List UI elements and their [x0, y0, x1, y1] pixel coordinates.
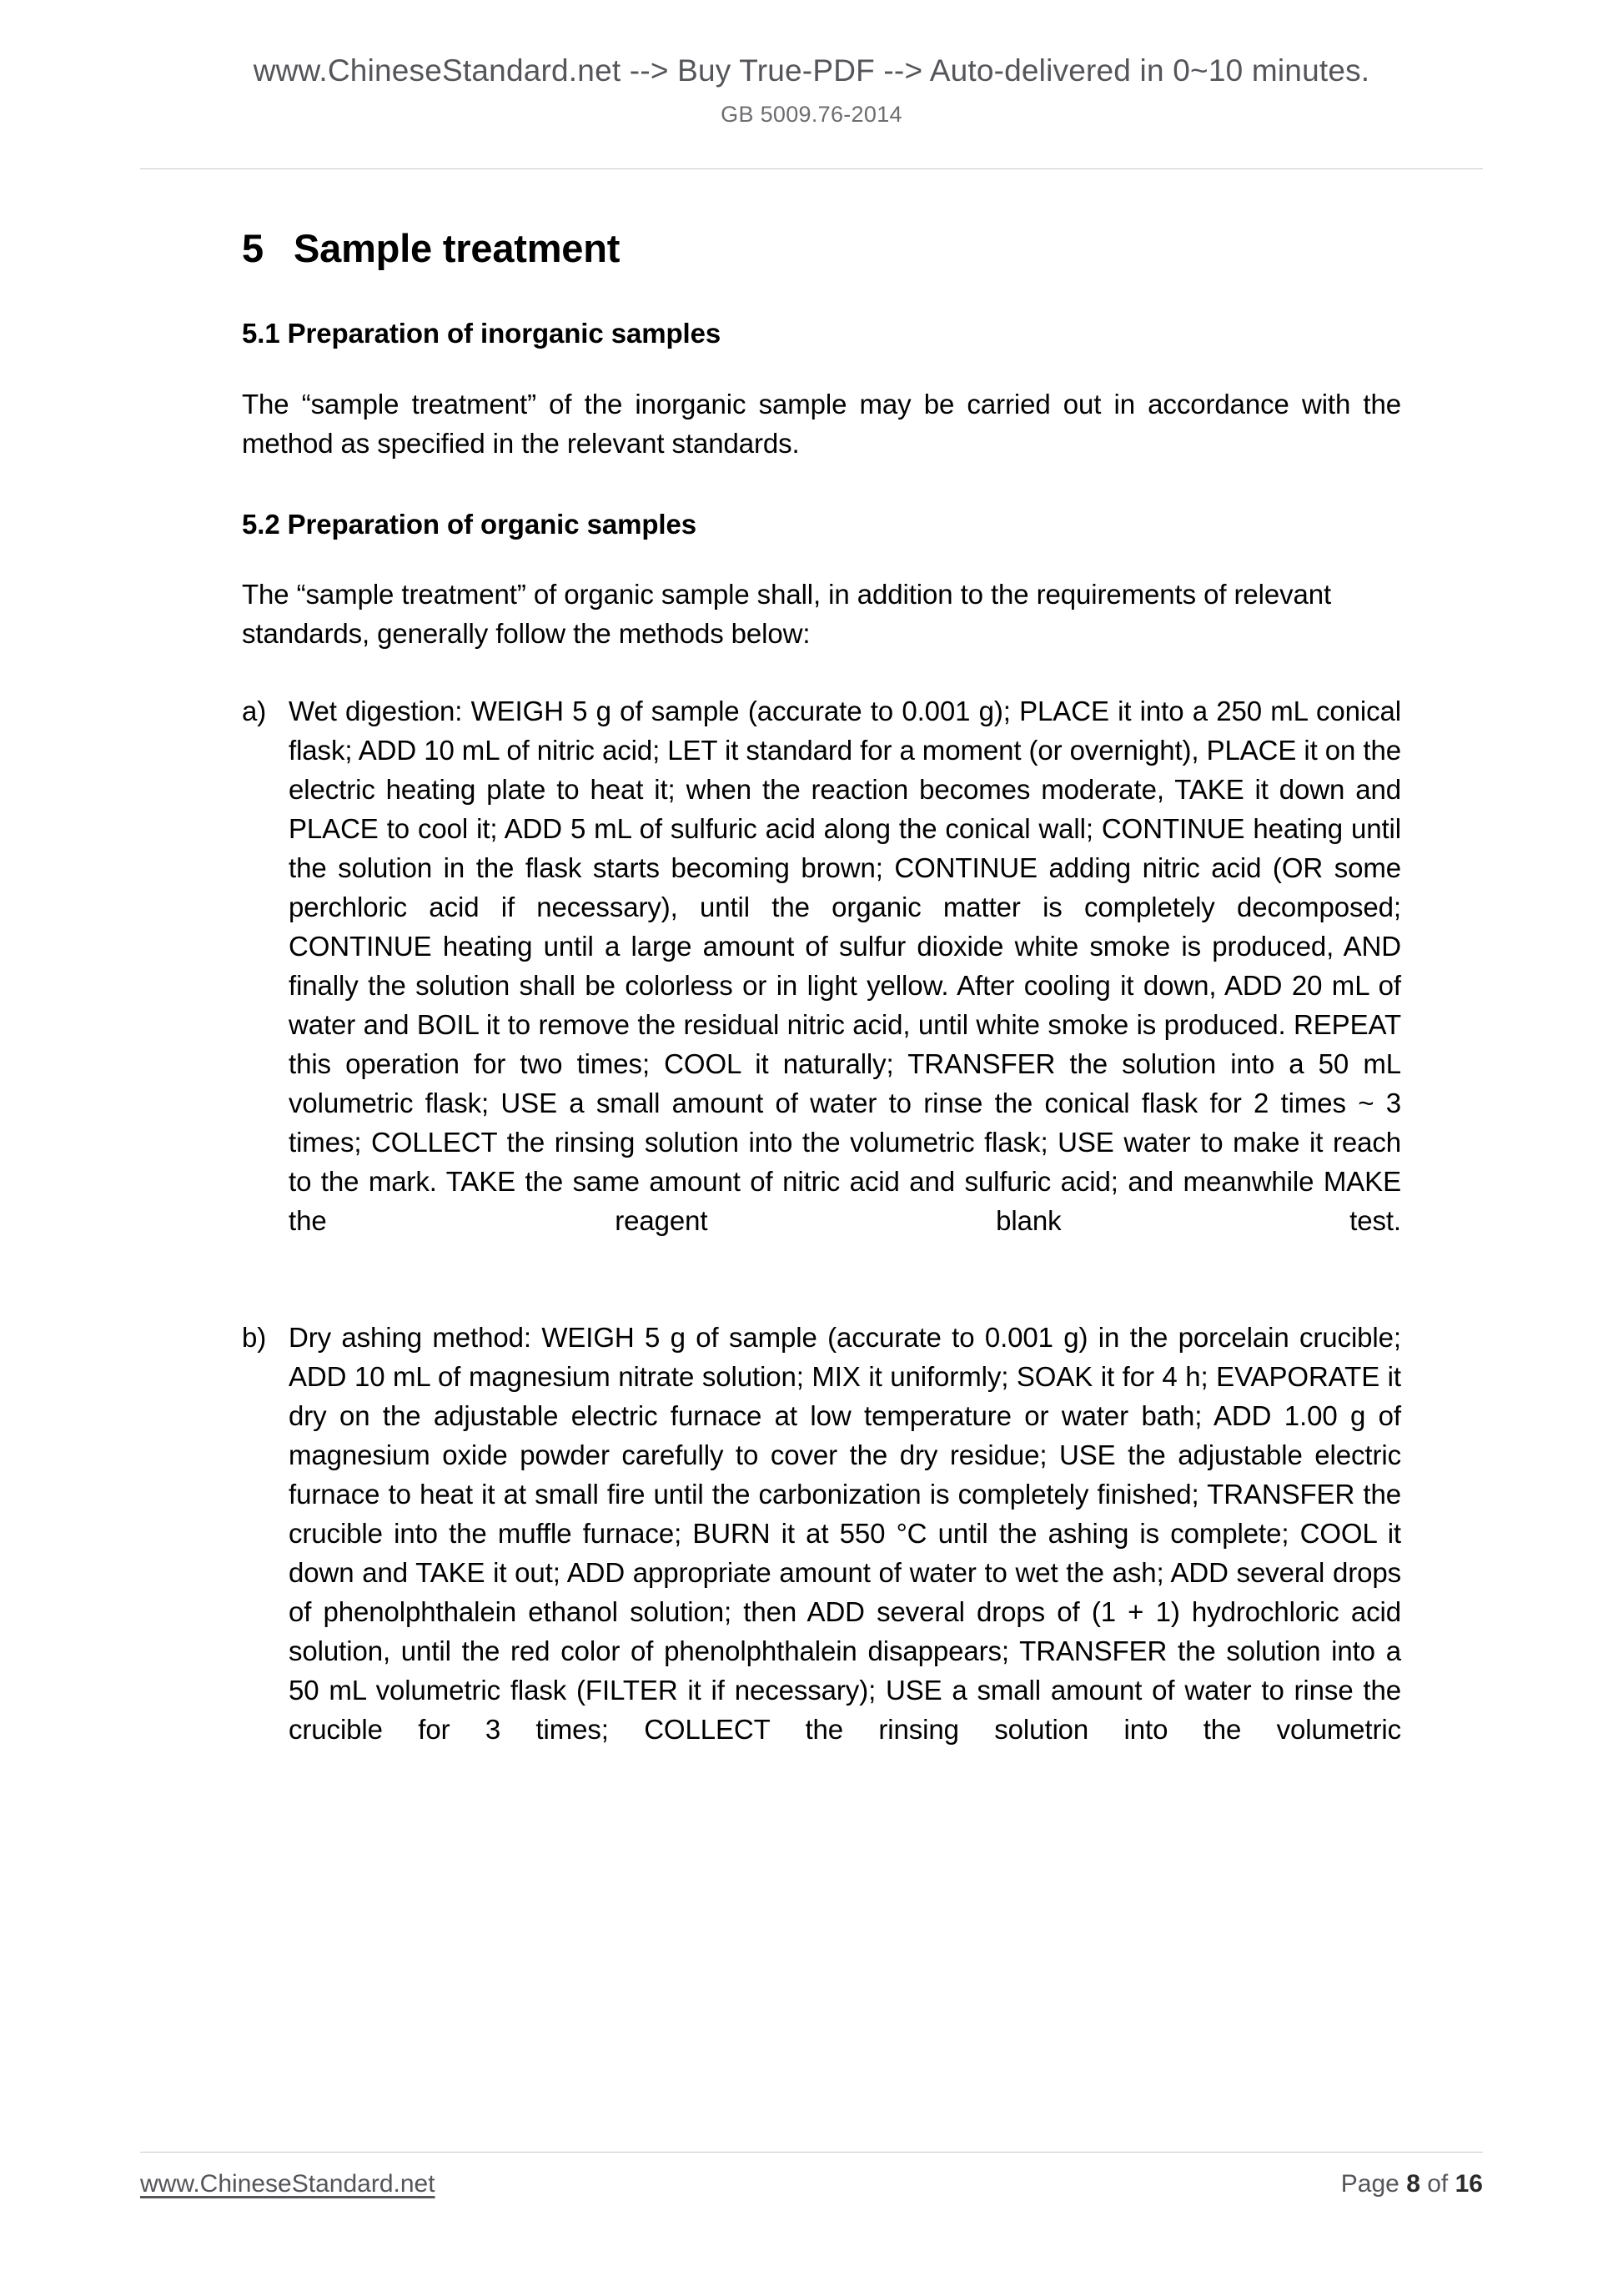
- list-item: [242, 1318, 1401, 1788]
- page-number-indicator: [1341, 2170, 1483, 2198]
- page-of-label: of: [1427, 2170, 1449, 2198]
- standard-code-text: GB 5009.76-2014: [721, 102, 902, 127]
- document-body: [242, 225, 1401, 1788]
- page-current-number: 8: [1406, 2170, 1420, 2198]
- promo-banner-text: www.ChineseStandard.net --> Buy True-PDF --> Auto-delivered in 0~10 minutes.: [253, 53, 1370, 88]
- subsection-paragraph-5-1: The “sample treatment” of the inorganic sample may be carried out in accordance with the method as specified in the relevant standards.: [242, 388, 1401, 459]
- subsection-heading-5-1: 5.1 Preparation of inorganic samples: [242, 318, 721, 349]
- page-label-prefix: Page: [1340, 2170, 1399, 2198]
- subsection-heading-5-2: 5.2 Preparation of organic samples: [242, 508, 696, 540]
- list-item-text: Dry ashing method: WEIGH 5 g of sample (accurate to 0.001 g) in the porcelain crucible; ADD 10 mL of magnesium nitrate solution; MIX it uniformly; SOAK it for 4 h; EVAPORATE it dry on the adjustable electric furnace at low temperature or water bath; ADD 1.00 g of magnesium oxide powder carefully to cover the dry residue; USE the adjustable electric furnace to heat it at small fire until the carbonization is completely finished; TRANSFER the crucible into the muffle furnace; BURN it at 550 °C until the ashing is complete; COOL it down and TAKE it out; ADD appropriate amount of water to wet the ash; ADD several drops of phenolphthalein ethanol solution; then ADD several drops of (1 + 1) hydrochloric acid solution, until the red color of phenolphthalein disappears; TRANSFER the solution into a 50 mL volumetric flask (FILTER it if necessary); USE a small amount of water to rinse the crucible for 3 times; COLLECT the rinsing solution into the volumetric: [289, 1321, 1401, 1745]
- list-item: [242, 691, 1401, 1279]
- header-divider: [140, 168, 1483, 169]
- list-item-marker: a): [242, 695, 267, 726]
- page-header: [140, 53, 1483, 128]
- page-footer: [140, 2170, 1483, 2198]
- footer-site-link[interactable]: www.ChineseStandard.net: [140, 2170, 435, 2198]
- methods-list: [242, 691, 1401, 1788]
- page-total-number: 16: [1455, 2170, 1483, 2198]
- list-item-text: Wet digestion: WEIGH 5 g of sample (accurate to 0.001 g); PLACE it into a 250 mL conical flask; ADD 10 mL of nitric acid; LET it standard for a moment (or overnight), PLACE it on the electric heating plate to heat it; when the reaction becomes moderate, TAKE it down and PLACE to cool it; ADD 5 mL of sulfuric acid along the conical wall; CONTINUE heating until the solution in the flask starts becoming brown; CONTINUE adding nitric acid (OR some perchloric acid if necessary), until the organic matter is completely decomposed; CONTINUE heating until a large amount of sulfur dioxide white smoke is produced, AND finally the solution shall be colorless or in light yellow. After cooling it down, ADD 20 mL of water and BOIL it to remove the residual nitric acid, until white smoke is produced. REPEAT this operation for two times; COOL it naturally; TRANSFER the solution into a 50 mL volumetric flask; USE a small amount of water to rinse the conical flask for 2 times ~ 3 times; COLLECT the rinsing solution into the volumetric flask; USE water to make it reach to the mark. TAKE the same amount of nitric acid and sulfuric acid; and meanwhile MAKE the reagent blank test.: [289, 695, 1401, 1236]
- page-title: [242, 225, 1401, 272]
- section-number: 5: [242, 226, 264, 270]
- section-title-text: Sample treatment: [294, 226, 621, 270]
- footer-divider: [140, 2152, 1483, 2153]
- subsection-paragraph-5-2: The “sample treatment” of organic sample shall, in addition to the requirements of relevant standards, generally follow the methods below:: [242, 578, 1332, 649]
- list-item-marker: b): [242, 1321, 267, 1353]
